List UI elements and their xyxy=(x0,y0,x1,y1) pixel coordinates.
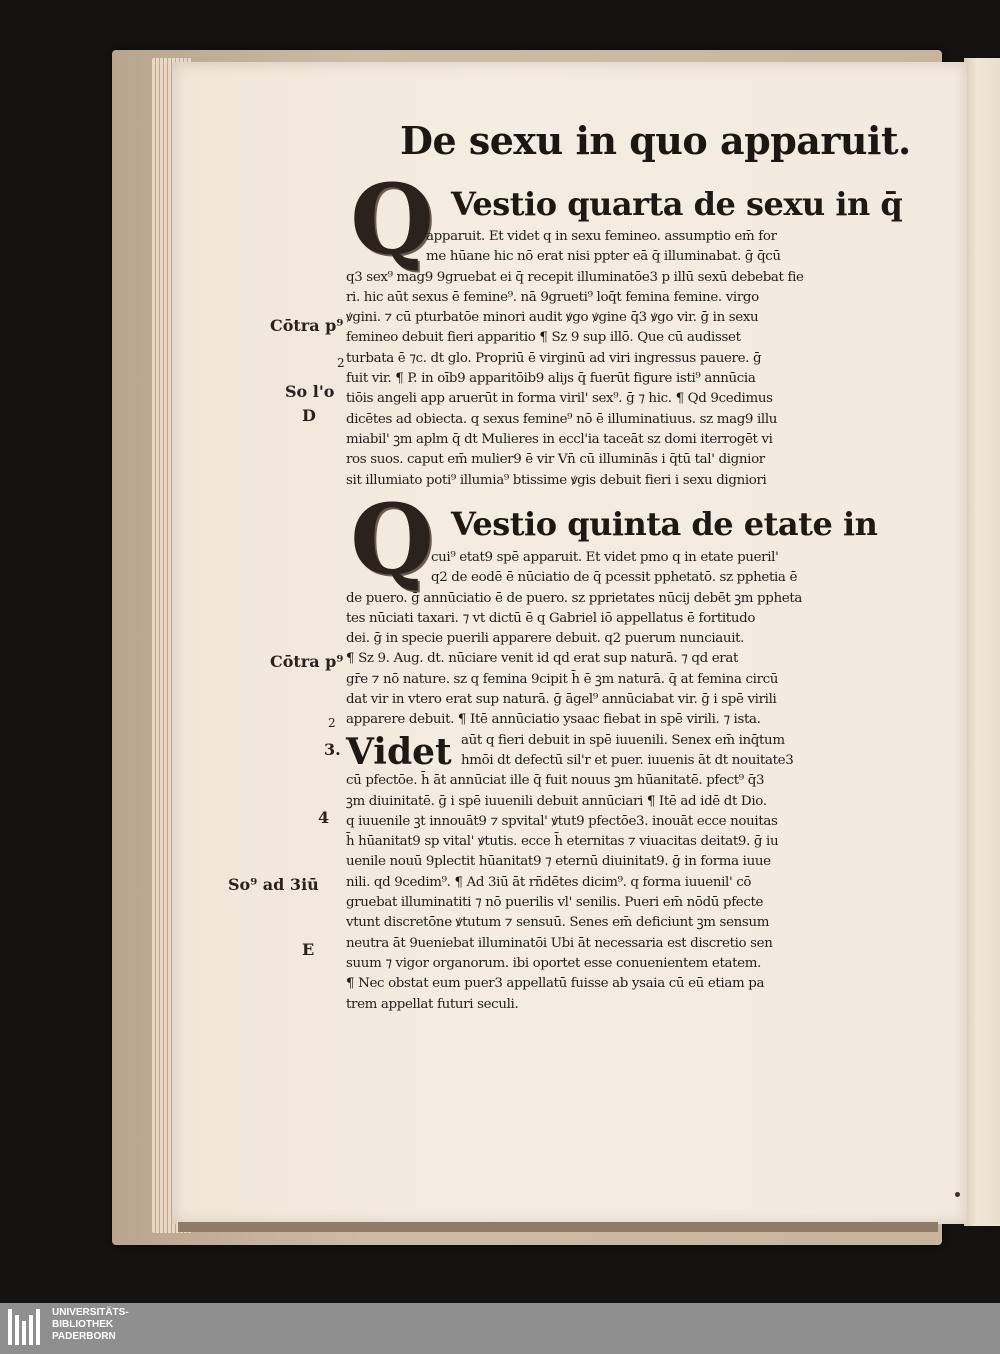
text-line: sit illumiato poti⁹ illumia⁹ btissime ꝟgis debuit fieri i sexu digniori xyxy=(346,472,767,488)
text-line: neutra āt 9ueniebat illuminatōi Ubi āt necessaria est discretio sen xyxy=(346,935,773,951)
text-line: dicētes ad obiecta. q sexus femine⁹ nō ē illuminatiuus. sz mag9 illu xyxy=(346,411,778,427)
text-line: uenile nouū 9plectit hūanitat9 ⁊ eternū diuinitat9. ḡ in forma iuue xyxy=(346,854,771,870)
drop-cap-initial: Q xyxy=(350,483,434,596)
enlarged-word: Videt xyxy=(346,730,452,773)
text-line: ri. hic aūt sexus ē femine⁹. nā 9grueti⁹ loq̄t femina femine. virgo xyxy=(346,289,759,305)
library-logo-icon xyxy=(8,1309,48,1349)
margin-note-letter: D xyxy=(302,406,316,425)
text-line: q3 sex⁹ mag9 9gruebat ei q̄ recepit illuminatōe3 p illū sexū debebat fie xyxy=(346,269,804,285)
margin-note-solutio: So l'o xyxy=(285,382,335,401)
text-line: miabil' ꝫm aplm q̄ dt Mulieres in eccl'ia taceāt sz domi iterrogēt vi xyxy=(346,431,773,447)
library-footer xyxy=(0,1303,1000,1354)
text-line: h̄ hūanitat9 sp vital' ꝟtutis. ecce h̄ eternitas ⁊ viuacitas deitat9. ḡ iu xyxy=(346,834,779,850)
text-line: me hūane hic nō erat nisi ppter eā q̄ illuminabat. ḡ q̄cū xyxy=(426,249,781,265)
margin-note-contra: Cōtra p⁹ xyxy=(270,652,344,671)
text-line: ¶ Sz 9. Aug. dt. nūciare venit id qd erat sup naturā. ⁊ qd erat xyxy=(346,651,739,667)
text-line: apparere debuit. ¶ Itē annūciatio ysaac fiebat in spē virili. ⁊ ista. xyxy=(346,712,761,728)
margin-note-contra: Cōtra p⁹ xyxy=(270,316,344,335)
text-line: hmōi dt defectū sil'r et puer. iuuenis āt dt nouitate3 xyxy=(461,752,794,768)
videt-line-group xyxy=(346,731,866,772)
section-title: Vestio quarta de sexu in q̄ xyxy=(451,185,903,223)
margin-note-solutio-ad: So⁹ ad 3iū xyxy=(228,875,319,894)
text-line: fuit vir. ¶ P. in oīb9 apparitōib9 aliȷs q̄ fuerūt figure isti⁹ annūcia xyxy=(346,371,756,387)
text-line: dei. ḡ in specie puerili apparere debuit. q2 puerum nunciauit. xyxy=(346,631,745,647)
text-line: aūt q fieri debuit in spē iuuenili. Senex em̄ inq̄tum xyxy=(461,732,785,748)
text-line: suum ⁊ vigor organorum. ibi oportet esse conuenientem etatem. xyxy=(346,955,761,971)
margin-note-letter: E xyxy=(302,940,315,959)
logo-line: UNIVERSITÄTS- xyxy=(52,1307,129,1318)
text-line: ꝟgini. ⁊ cū pturbatōe minori audit ꝟgo ꝟgine q̄3 ꝟgo vir. ḡ in sexu xyxy=(346,310,759,326)
text-line: gruebat illuminatiti ⁊ nō puerilis vl' senilis. Pueri em̄ nōdū pfecte xyxy=(346,895,764,911)
section-title: Vestio quinta de etate in xyxy=(451,505,878,543)
margin-note-number: 2 xyxy=(328,716,336,730)
text-line: q2 de eodē ē nūciatio de q̄ pcessit pphetatō. sz pphetia ē xyxy=(431,570,798,586)
section-body xyxy=(346,548,866,1015)
library-logo-text xyxy=(52,1307,129,1343)
text-line: gr̄e ⁊ nō nature. sz q femina 9cipit h̄ ē ꝫm naturā. q̄ at femina circū xyxy=(346,671,779,687)
cover-bottom-edge xyxy=(178,1222,938,1232)
paper-speck xyxy=(955,1192,960,1197)
text-line: de puero. ḡ annūciatio ē de puero. sz pprietates nūcij debēt ꝫm ppheta xyxy=(346,590,802,606)
text-line: cui⁹ etat9 spē apparuit. Et videt pmo q in etate pueril' xyxy=(431,550,779,565)
text-line: nili. qd 9cedim⁹. ¶ Ad 3iū āt rn̄dētes dicim⁹. q forma iuuenil' cō xyxy=(346,874,752,890)
page-heading: De sexu in quo apparuit. xyxy=(400,118,911,163)
facing-page-edge xyxy=(964,58,1000,1226)
text-line: dat vir in vtero erat sup naturā. ḡ āgel⁹ annūciabat vir. ḡ i spē virili xyxy=(346,692,777,708)
text-line: ꝫm diuinitatē. ḡ i spē iuuenili debuit annūciari ¶ Itē ad idē dt Dio. xyxy=(346,793,767,809)
text-line: vtunt discretōne ꝟtutum ⁊ sensuū. Senes em̄ deficiunt ꝫm sensum xyxy=(346,915,770,931)
drop-cap-initial: Q xyxy=(350,163,434,276)
text-line: cū pfectōe. h̄ āt annūciat ille q̄ fuit nouus ꝫm hūanitatē. pfect⁹ q̄3 xyxy=(346,773,765,789)
margin-note-number: 2 xyxy=(337,356,345,370)
margin-note-number: 3. xyxy=(324,740,341,759)
logo-line: PADERBORN xyxy=(52,1331,116,1342)
text-line: turbata ē ⁊c. dt glo. Propriū ē virginū ad viri ingressus pauere. ḡ xyxy=(346,350,762,366)
text-line: femineo debuit fieri apparitio ¶ Sz 9 sup illō. Que cū audisset xyxy=(346,330,741,346)
text-line: tiōis angeli app aruerūt in forma viril' sex⁹. ḡ ⁊ hic. ¶ Qd 9cedimus xyxy=(346,391,773,407)
margin-note-number: 4 xyxy=(318,808,330,827)
text-line: trem appellat futuri seculi. xyxy=(346,996,519,1012)
text-line: ¶ Nec obstat eum puer3 appellatū fuisse ab ysaia cū eū etiam pa xyxy=(346,976,765,992)
logo-line: BIBLIOTHEK xyxy=(52,1319,114,1330)
section-body xyxy=(346,227,866,491)
text-line: tes nūciati taxari. ⁊ vt dictū ē q Gabriel iō appellatus ē fortitudo xyxy=(346,610,756,626)
text-line: q iuuenile ꝫt innouāt9 ⁊ spvital' ꝟtut9 pfectōe3. inouāt ecce nouitas xyxy=(346,813,778,829)
text-line: apparuit. Et videt q in sexu femineo. assumptio em̄ for xyxy=(426,229,777,244)
text-line: ros suos. caput em̄ mulier9 ē vir Vn̄ cū illuminās i q̄tū tal' dignior xyxy=(346,452,765,468)
